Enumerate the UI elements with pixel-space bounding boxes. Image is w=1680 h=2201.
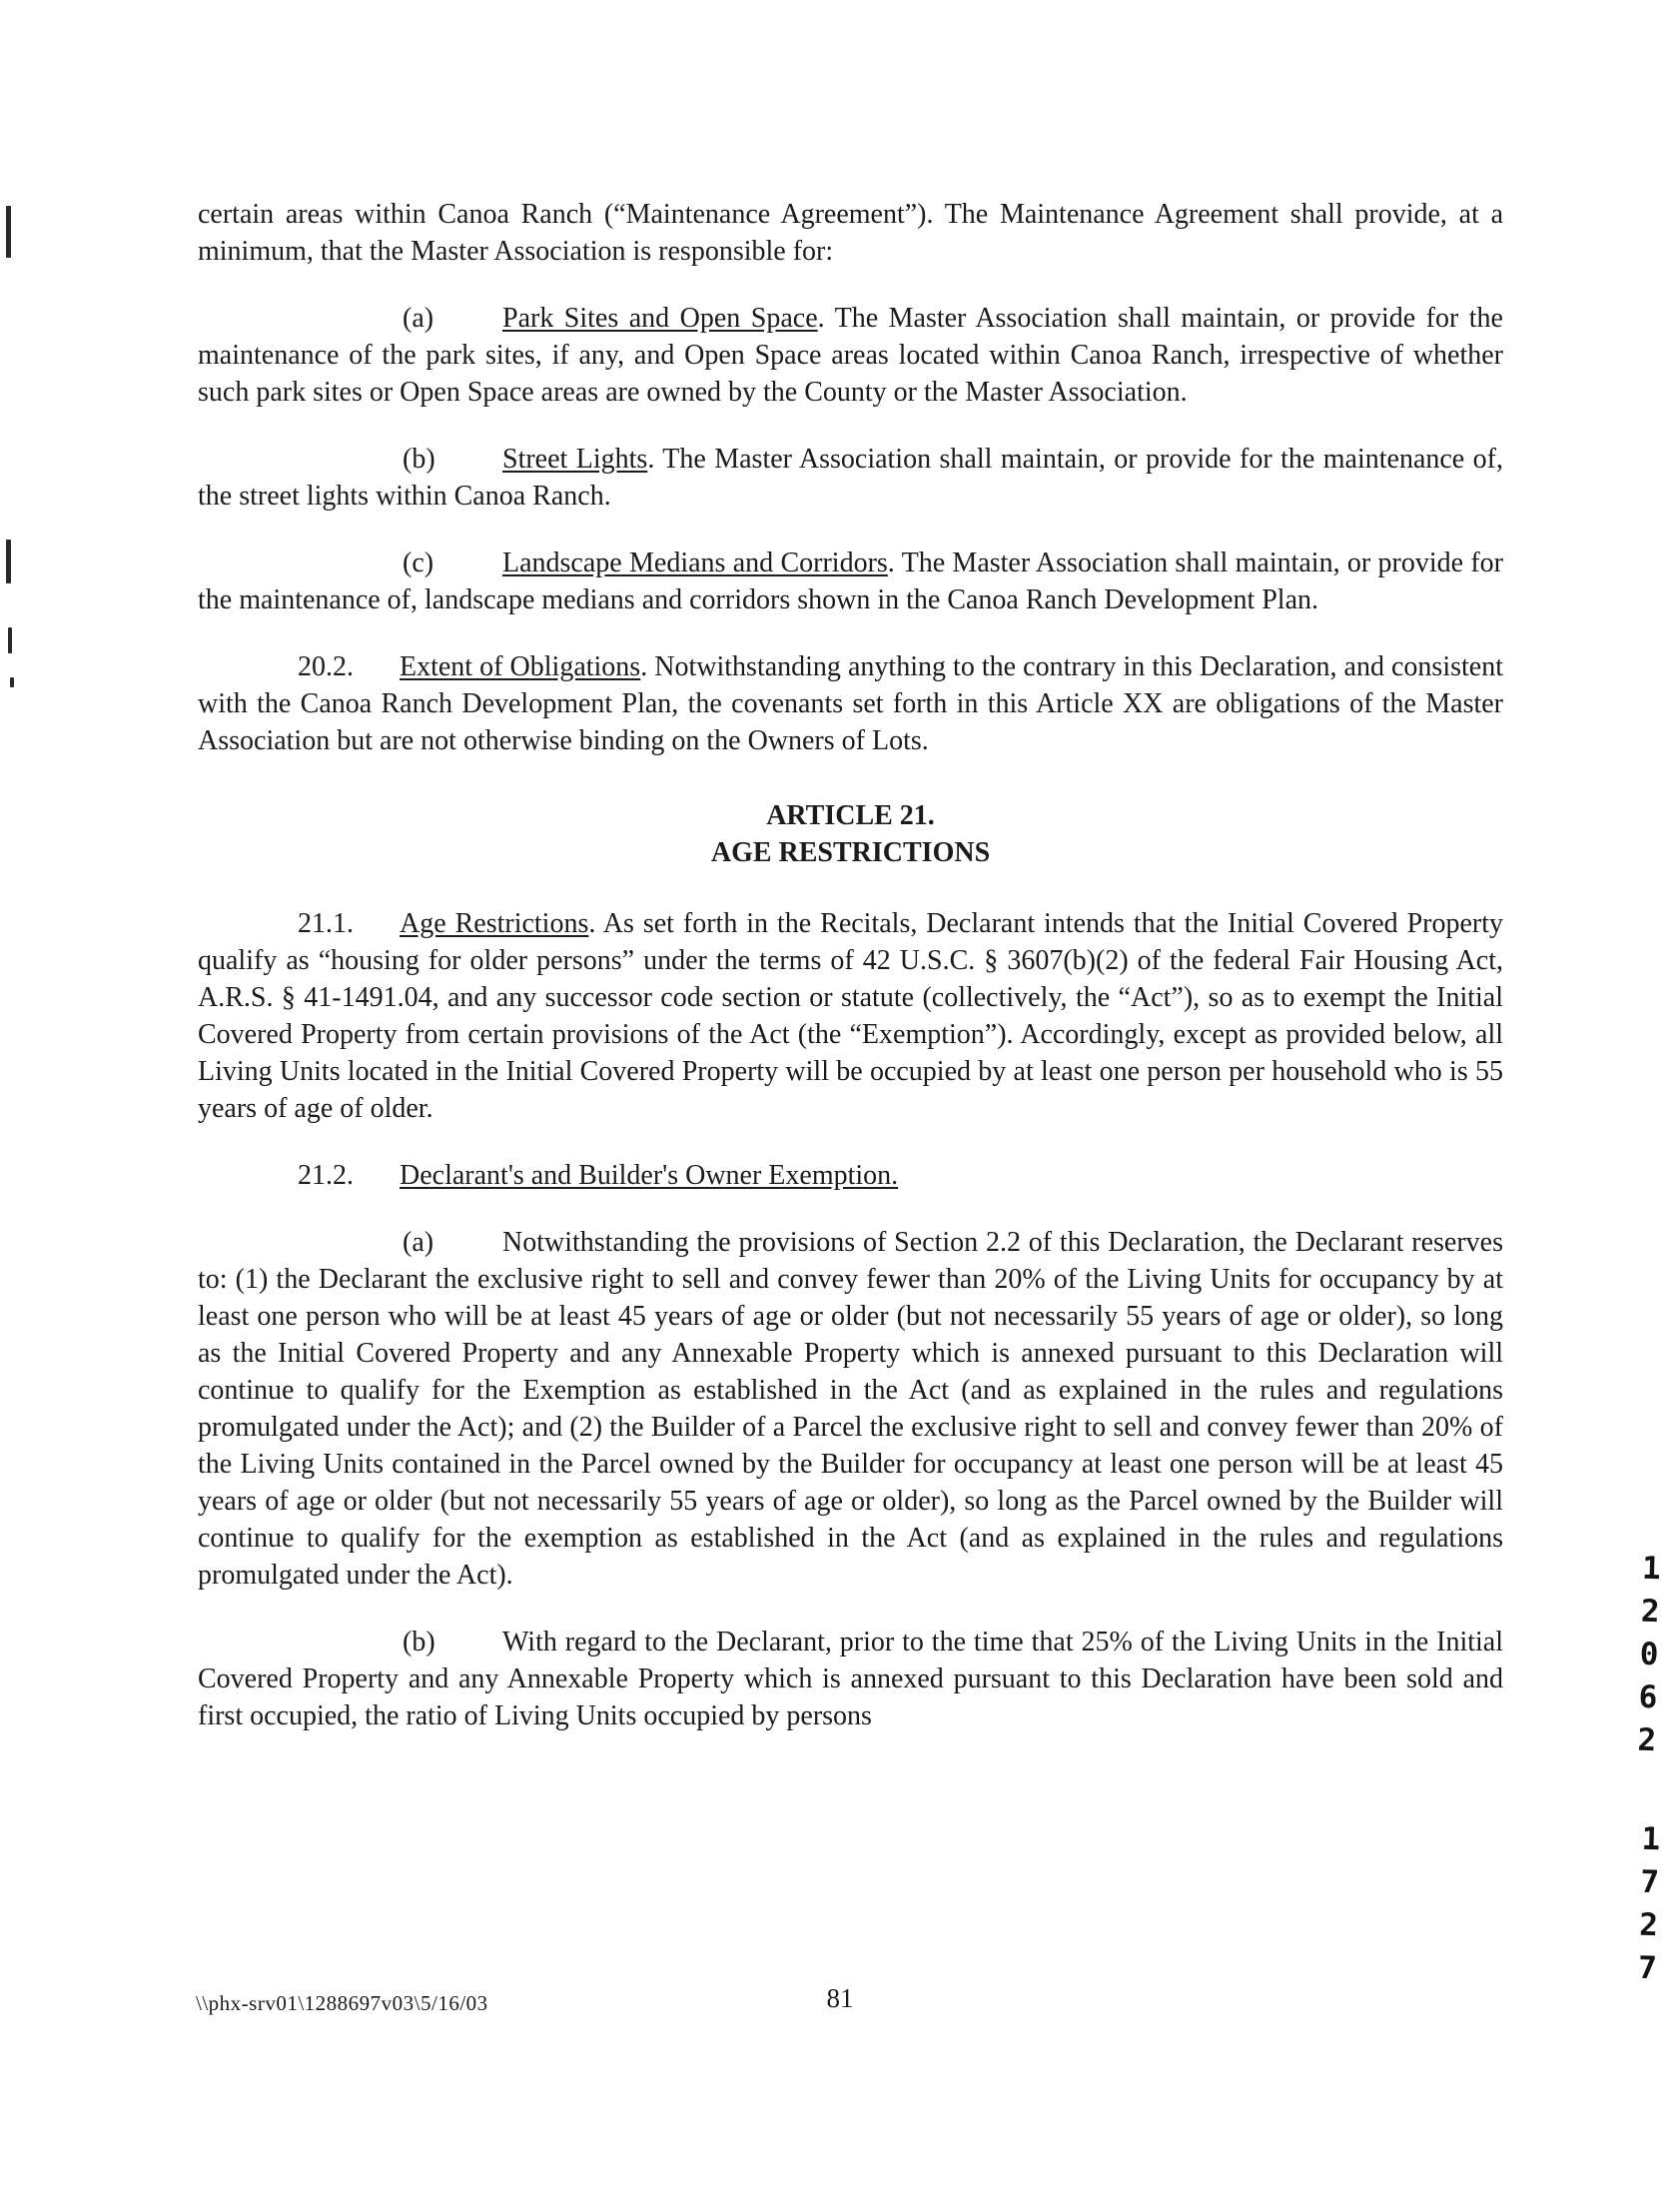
section-21-2-heading: Declarant's and Builder's Owner Exemption. [400,1160,899,1191]
clause-b-heading: Street Lights [502,444,648,475]
clause-21-2-a-label: (a) [403,1227,434,1258]
document-body [198,196,1503,1764]
section-21-2 [198,1157,1503,1194]
page-number: 81 [826,1983,854,2013]
stamp-number-top: 12062 [1628,1550,1670,1766]
clause-21-2-a [198,1224,1503,1594]
page-footer [0,1983,1680,2029]
article-title: AGE RESTRICTIONS [710,837,991,868]
clause-21-2-b [198,1624,1503,1734]
clause-b-label: (b) [403,444,435,475]
clause-a-label: (a) [403,303,434,334]
scan-artifact [6,206,11,258]
clause-b [198,441,1503,515]
clause-c [198,545,1503,618]
clause-c-label: (c) [403,548,434,578]
paragraph-intro [198,196,1503,270]
section-21-1 [198,905,1503,1127]
scan-artifact [8,627,12,653]
section-20-2 [198,648,1503,759]
section-20-2-text: . Notwithstanding anything to the contrary in this Declaration, and consistent with the Canoa Ranch Development Plan, the covenants set forth in this Article XX are obligations of the Master Association but are not otherwise binding on the Owners of Lots. [198,651,1503,756]
clause-c-text: . The Master Association shall maintain, or provide for the maintenance of, landscape medians and corridors shown in the Canoa Ranch Development Plan. [198,548,1503,615]
section-21-2-number: 21.2. [298,1160,354,1191]
clause-a [198,300,1503,411]
paragraph-text: certain areas within Canoa Ranch (“Maintenance Agreement”). The Maintenance Agreement shall provide, at a minimum, that the Master Association is responsible for: [198,199,1503,267]
clause-c-heading: Landscape Medians and Corridors [502,548,888,578]
clause-21-2-a-text: Notwithstanding the provisions of Section 2.2 of this Declaration, the Declarant reserves to: (1) the Declarant the exclusive right to sell and convey fewer than 20% of the Living Units for occupancy by at least one person who will be at least 45 years of age or older (but not necessarily 55 years of age or older), so long as the Initial Covered Property and any Annexable Property which is annexed pursuant to this Declaration will continue to qualify for the Exemption as established in the Act (and as explained in the rules and regulations promulgated under the Act); and (2) the Builder of a Parcel the exclusive right to sell and convey fewer than 20% of the Living Units contained in the Parcel owned by the Builder for occupancy at least one person will be at least 45 years of age or older (but not necessarily 55 years of age or older), so long as the Parcel owned by the Builder will continue to qualify for the exemption as established in the Act (and as explained in the rules and regulations promulgated under the Act). [198,1227,1503,1591]
clause-21-2-b-text: With regard to the Declarant, prior to the time that 25% of the Living Units in the Initial Covered Property and any Annexable Property which is annexed pursuant to this Declaration have been sold and first occupied, the ratio of Living Units occupied by persons [198,1627,1503,1731]
article-heading [198,797,1503,871]
section-21-1-number: 21.1. [298,908,354,939]
clause-21-2-b-label: (b) [403,1627,435,1657]
recorder-stamp [1626,1551,1672,1993]
section-21-1-heading: Age Restrictions [400,908,589,939]
article-number: ARTICLE 21. [766,800,935,831]
clause-b-text: . The Master Association shall maintain, or provide for the maintenance of, the street lights within Canoa Ranch. [198,444,1503,512]
section-21-1-text: . As set forth in the Recitals, Declarant intends that the Initial Covered Property qualify as “housing for older persons” under the terms of 42 U.S.C. § 3607(b)(2) of the federal Fair Housing Act, A.R.S. § 41-1491.04, and any successor code section or statute (collectively, the “Act”), so as to exempt the Initial Covered Property from certain provisions of the Act (the “Exemption”). Accordingly, except as provided below, all Living Units located in the Initial Covered Property will be occupied by at least one person per household who is 55 years of age of older. [198,908,1504,1124]
stamp-number-bottom: 1727 [1628,1820,1670,1994]
clause-a-heading: Park Sites and Open Space [502,303,818,334]
section-20-2-heading: Extent of Obligations [400,651,641,682]
section-20-2-number: 20.2. [298,651,354,682]
scan-artifact [6,540,11,583]
scan-artifact [10,677,14,687]
clause-a-text: . The Master Association shall maintain, or provide for the maintenance of the park sites, if any, and Open Space areas located within Canoa Ranch, irrespective of whether such park sites or Open Space areas are owned by the County or the Master Association. [198,303,1503,408]
document-reference: \\phx-srv01\1288697v03\5/16/03 [196,1991,488,2015]
